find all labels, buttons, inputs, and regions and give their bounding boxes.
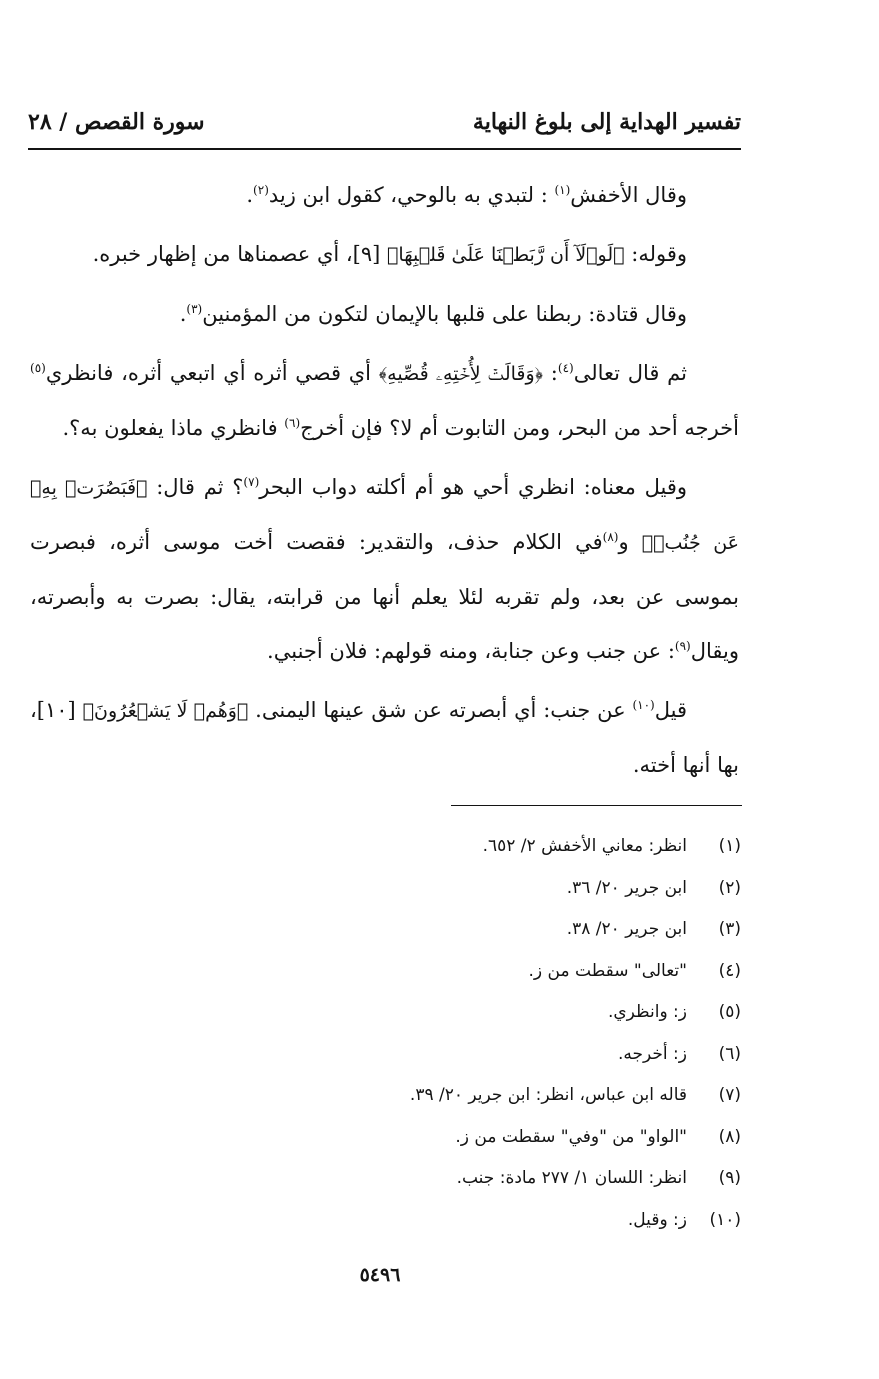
footnote-number: (٤) [718,960,741,981]
text-segment: : عن جنب وعن جنابة، ومنه قولهم: فلان أجنبي. [267,639,675,663]
text-segment: . [179,302,187,326]
footnote-ref: (١٠) [632,698,655,712]
footnote-separator [451,805,742,806]
surah-label: سورة القصص / ٢٨ [28,109,205,135]
text-segment: : لتبدي به بالوحي، كقول ابن زيد [268,183,555,207]
text-segment: وقوله: [624,242,687,266]
text-segment: ثم قال تعالى [573,361,687,385]
body-text [30,168,739,797]
footnote-ref: (٢) [253,183,269,197]
quran-verse: ﴿لَوۡلَآ أَن رَّبَطۡنَا عَلَىٰ قَلۡبِهَا﴾ [387,244,625,266]
footnote-item [141,1075,741,1117]
footnote-item [141,992,741,1034]
page-number: ٥٤٩٦ [359,1264,401,1286]
footnote-item [141,1158,741,1200]
paragraph-5 [30,460,739,678]
paragraph-1 [30,168,739,222]
footnote-text: ز: وانظري. [607,1002,687,1022]
footnote-ref: (٥) [30,361,46,375]
text-segment: وقال الأخفش [570,183,687,207]
footnote-text: ابن جرير ٢٠/ ٣٨. [566,919,687,939]
footnote-number: (١) [718,836,741,856]
footnote-text: انظر: اللسان ١/ ٢٧٧ مادة: جنب. [456,1168,687,1188]
text-segment: و [618,530,642,554]
text-segment: أي قصي أثره أي اتبعي أثره، فانظري [45,361,379,385]
footnote-ref: (١) [554,183,571,197]
footnote-number: (٨) [718,1126,741,1147]
footnote-number: (٢) [718,877,741,898]
footnote-text: ز: وقيل. [627,1209,687,1230]
text-segment: وقيل معناه: انظري أحي هو أم أكلته دواب البحر [259,475,687,499]
text-segment: قيل [654,698,688,722]
footnote-number: (٥) [718,1002,741,1022]
paragraph-3 [30,287,739,341]
footnote-number: (٦) [718,1043,741,1064]
text-segment: وقال قتادة: ربطنا على قلبها بالإيمان لتكون من المؤمنين [202,302,687,326]
book-title: تفسير الهداية إلى بلوغ النهاية [472,109,741,135]
footnote-item [141,868,741,910]
text-segment: فانظري ماذا يفعلون به؟. [62,416,285,440]
footnote-ref: (٦) [284,416,301,430]
quran-verse: ﴿وَقَالَتۡ لِأُخۡتِهِۦ قُصِّيهِ﴾ [378,363,544,385]
footnote-ref: (٣) [186,302,203,316]
text-segment: [٩]، أي عصمناها من إظهار خبره. [92,242,388,266]
paragraph-2 [30,227,739,282]
footnote-number: (٧) [718,1085,741,1105]
footnote-item [141,1200,741,1242]
quran-verse: ﴿فَبَصُرَتۡ بِهِۦ عَن جُنُبٖ﴾ [30,477,740,554]
header-rule [28,148,741,150]
footnote-text: "تعالى" سقطت من ز. [528,960,687,981]
footnote-item [141,909,741,951]
footnote-number: (١٠) [709,1209,741,1230]
text-segment: : [543,361,558,385]
footnote-item [141,951,741,993]
text-segment: أخرجه أحد من البحر، ومن التابوت أم لا؟ فإن أخرج [300,416,739,440]
footnote-item [141,826,741,868]
footnote-item [141,1034,741,1076]
text-segment: في الكلام حذف، والتقدير: فقصت أخت موسى أثره، فبصرت بموسى عن بعد، ولم تقربه لئلا يعلم أنها من قرابته، يقال: بصرت به وأبصرته، ويقال [30,530,739,663]
text-segment: عن جنب: أي أبصرته عن شق عينها اليمنى. [248,698,633,722]
paragraph-4 [30,346,739,455]
text-segment: [١٠]، بها أنها أخته. [30,698,739,777]
footnote-text: ابن جرير ٢٠/ ٣٦. [566,877,687,898]
footnote-text: قاله ابن عباس، انظر: ابن جرير ٢٠/ ٣٩. [409,1085,687,1105]
footnote-ref: (٩) [674,639,691,653]
text-segment: ؟ ثم قال: [147,475,244,499]
paragraph-6 [30,683,739,792]
running-header [28,102,741,142]
footnotes [141,826,741,1241]
footnote-text: "الواو" من "وفي" سقطت من ز. [455,1126,687,1147]
quran-verse: ﴿وَهُمۡ لَا يَشۡعُرُونَ﴾ [82,700,249,722]
footnote-ref: (٤) [557,361,574,375]
text-segment: . [246,183,254,207]
footnote-number: (٣) [718,919,741,939]
footnote-number: (٩) [718,1168,741,1188]
footnote-text: انظر: معاني الأخفش ٢/ ٦٥٢. [482,836,687,856]
footnote-ref: (٧) [243,475,260,489]
footnote-item [141,1117,741,1159]
footnote-ref: (٨) [602,530,619,544]
footnote-text: ز: أخرجه. [618,1043,687,1064]
